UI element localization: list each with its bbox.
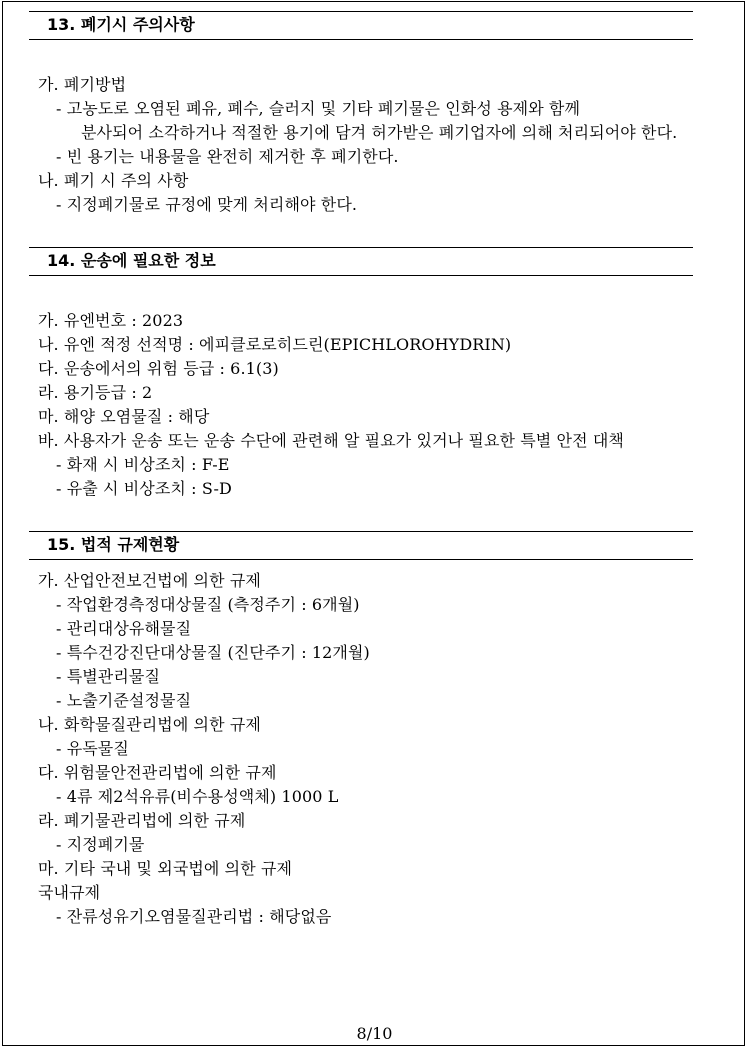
section-15-title: 15. 법적 규제현황: [47, 535, 180, 554]
s15-line-15: - 잔류성유기오염물질관리법 : 해당없음: [56, 907, 332, 926]
s14-line-8: - 유출 시 비상조치 : S-D: [56, 479, 232, 498]
section-13-header: [29, 11, 693, 40]
s13-line-3: 분사되어 소각하거나 적절한 용기에 담겨 허가받은 폐기업자에 의해 처리되어야 한다.: [81, 123, 678, 142]
s14-line-7: - 화재 시 비상조치 : F-E: [56, 455, 230, 474]
s14-line-5: 마. 해양 오염물질 : 해당: [38, 407, 210, 426]
s15-line-8: - 유독물질: [56, 739, 129, 758]
s15-line-13: 마. 기타 국내 및 외국법에 의한 규제: [38, 859, 293, 878]
s15-line-5: - 특별관리물질: [56, 667, 161, 686]
section-14-title: 14. 운송에 필요한 정보: [47, 251, 216, 270]
s15-line-11: 라. 폐기물관리법에 의한 규제: [38, 811, 246, 830]
section-14-header: [29, 247, 693, 276]
s14-line-1: 가. 유엔번호 : 2023: [38, 311, 184, 330]
s15-line-6: - 노출기준설정물질: [56, 691, 192, 710]
page-number: 8/10: [356, 1024, 393, 1043]
s13-line-6: - 지정폐기물로 규정에 맞게 처리해야 한다.: [56, 195, 358, 214]
s15-line-2: - 작업환경측정대상물질 (측정주기 : 6개월): [56, 595, 360, 614]
s13-line-2: - 고농도로 오염된 폐유, 폐수, 슬러지 및 기타 폐기물은 인화성 용제와 함께: [56, 99, 581, 118]
s14-line-4: 라. 용기등급 : 2: [38, 383, 153, 402]
s15-line-14: 국내규제: [38, 883, 101, 902]
s13-line-1: 가. 폐기방법: [38, 75, 127, 94]
s15-line-1: 가. 산업안전보건법에 의한 규제: [38, 571, 261, 590]
section-15-header: [29, 531, 693, 560]
s15-line-4: - 특수건강진단대상물질 (진단주기 : 12개월): [56, 643, 370, 662]
s13-line-4: - 빈 용기는 내용물을 완전히 제거한 후 폐기한다.: [56, 147, 399, 166]
s15-line-3: - 관리대상유해물질: [56, 619, 192, 638]
s15-line-9: 다. 위험물안전관리법에 의한 규제: [38, 763, 277, 782]
s13-line-5: 나. 폐기 시 주의 사항: [38, 171, 189, 190]
s15-line-10: - 4류 제2석유류(비수용성액체) 1000 L: [56, 787, 339, 806]
s14-line-6: 바. 사용자가 운송 또는 운송 수단에 관련해 알 필요가 있거나 필요한 특별 안전 대책: [38, 431, 624, 450]
s15-line-7: 나. 화학물질관리법에 의한 규제: [38, 715, 261, 734]
s14-line-2: 나. 유엔 적정 선적명 : 에피클로로히드린(EPICHLOROHYDRIN): [38, 335, 512, 354]
s15-line-12: - 지정폐기물: [56, 835, 145, 854]
section-13-title: 13. 폐기시 주의사항: [47, 15, 195, 34]
s14-line-3: 다. 운송에서의 위험 등급 : 6.1(3): [38, 359, 279, 378]
